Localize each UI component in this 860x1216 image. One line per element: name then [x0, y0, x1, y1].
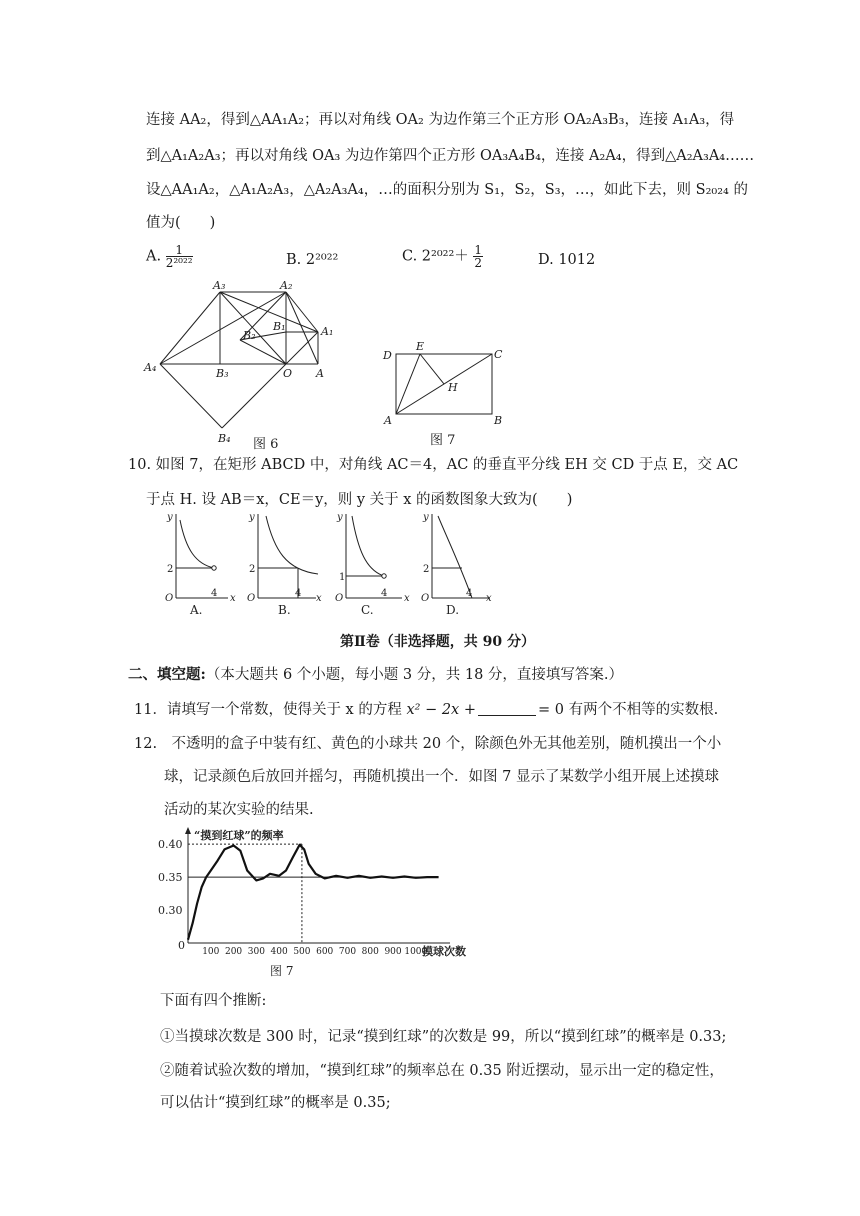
q9-option-a-numerator: 1 — [166, 244, 193, 257]
fig7-line-ae — [396, 354, 420, 414]
graph-d-y-tick: 2 — [423, 564, 430, 575]
q9-option-a-label: A. — [146, 248, 162, 265]
q9-option-a-fraction — [166, 244, 193, 269]
q9-option-c — [402, 244, 483, 269]
figure-7-rectangle — [378, 340, 508, 450]
chart-x-tick-label: 1000 — [404, 947, 428, 957]
chart-y-tick-label: 0.40 — [158, 838, 183, 852]
q9-option-c-numerator: 1 — [474, 243, 483, 257]
fig6-label: A₃ — [213, 279, 226, 292]
graph-d-x-axis: x — [486, 593, 492, 604]
fig6-label: A — [316, 367, 324, 380]
chart-y-tick-label: 0.35 — [158, 871, 183, 885]
inference-2-line-2: 可以估计“摸到红球”的概率是 0.35; — [160, 1095, 391, 1111]
graph-a-x-axis: x — [230, 593, 236, 604]
chart-x-tick-label: 300 — [247, 947, 265, 957]
graph-d-x-tick: 4 — [466, 588, 473, 599]
fig6-line — [220, 292, 318, 332]
graph-b-y-axis: y — [249, 512, 255, 523]
q10-graph-b — [247, 512, 322, 617]
chart-x-tick-label: 100 — [202, 947, 220, 957]
fig7-label: A — [384, 414, 392, 427]
fig7-line-eh — [420, 354, 444, 384]
q12-line-3: 活动的某次实验的结果. — [164, 802, 314, 818]
q12-line-2: 球，记录颜色后放回并摇匀，再随机摸出一个．如图 7 显示了某数学小组开展上述摸球 — [164, 769, 719, 785]
q9-option-a-denominator: 2²⁰²² — [165, 256, 193, 270]
chart-caption: 图 7 — [270, 964, 294, 978]
q9-line-1: 连接 AA₂，得到△AA₁A₂；再以对角线 OA₂ 为边作第三个正方形 OA₂A₃B₃，连接 A₁A₃，得 — [146, 112, 735, 128]
fig6-label: A₂ — [280, 279, 293, 292]
section-2-heading — [128, 665, 623, 685]
graph-d-label: D. — [446, 603, 460, 617]
fig6-label: A₄ — [144, 361, 157, 374]
chart-x-tick-label: 500 — [293, 947, 311, 957]
q9-option-d: D. 1012 — [538, 252, 596, 268]
q9-option-c-main: C. 2²⁰²²＋ — [402, 248, 469, 265]
graph-a-y-tick: 2 — [167, 564, 174, 575]
q9-option-c-denominator: 2 — [474, 256, 483, 270]
fig6-line — [286, 292, 318, 364]
chart-x-tick-label: 900 — [384, 947, 402, 957]
graph-c-x-axis: x — [404, 593, 410, 604]
q10-line-2: 于点 H. 设 AB＝x，CE＝y，则 y 关于 x 的函数图象大致为( ) — [146, 492, 573, 508]
q11-equation: x² − 2x + — [406, 702, 476, 718]
graph-a-y-axis: y — [167, 512, 173, 523]
graph-c-label: C. — [361, 603, 374, 617]
chart-origin: 0 — [178, 939, 185, 952]
graph-c-y-tick: 1 — [339, 572, 346, 583]
q9-option-b: B. 2²⁰²² — [286, 252, 339, 268]
q9-option-c-fraction — [473, 244, 483, 269]
q10-graph-d — [421, 512, 492, 617]
fig6-line — [160, 292, 286, 364]
chart-x-tick-label: 800 — [361, 947, 379, 957]
chart-x-tick-label: 600 — [316, 947, 334, 957]
fig6-label: O — [283, 367, 293, 380]
q9-option-a — [146, 244, 193, 269]
graph-b-y-tick: 2 — [249, 564, 256, 575]
graph-d-y-axis: y — [423, 512, 429, 523]
fig6-line — [160, 292, 220, 364]
q10-graph-a — [165, 512, 236, 617]
fig7-label: D — [383, 349, 392, 362]
q11-prefix: 11．请填写一个常数，使得关于 x 的方程 — [134, 702, 402, 718]
chart-x-tick-label: 200 — [224, 947, 243, 957]
graph-a-origin: O — [165, 593, 174, 604]
q10-graphs — [156, 510, 496, 620]
q11-answer-blank[interactable] — [478, 701, 536, 716]
chart-x-tick-label: 400 — [270, 947, 288, 957]
fig7-caption: 图 7 — [430, 433, 456, 448]
fig7-label: B — [494, 414, 503, 427]
inference-2-line-1: ②随着试验次数的增加，“摸到红球”的频率总在 0.35 附近摆动，显示出一定的稳定性， — [160, 1063, 724, 1079]
fig7-label: E — [416, 340, 425, 353]
inference-1: ①当摸球次数是 300 时，记录“摸到红球”的次数是 99，所以“摸到红球”的概率是 0.33; — [160, 1029, 727, 1045]
fig6-label: B₂ — [243, 329, 256, 342]
graph-b-x-axis: x — [316, 593, 322, 604]
fig6-label: B₃ — [216, 367, 229, 380]
fig7-label: C — [494, 348, 503, 361]
fig6-caption: 图 6 — [253, 437, 279, 452]
graph-b-x-tick: 4 — [295, 588, 302, 599]
section-2-note: （本大题共 6 个小题，每小题 3 分，共 18 分，直接填写答案.） — [205, 667, 624, 683]
chart-y-arrow — [185, 827, 191, 834]
graph-c-y-axis: y — [337, 512, 343, 523]
chart-ylabel: “摸到红球”的频率 — [194, 829, 284, 842]
q10-graph-c — [335, 512, 410, 617]
graph-a-x-tick: 4 — [211, 588, 218, 599]
q11 — [134, 700, 718, 720]
part2-title: 第Ⅱ卷（非选择题，共 90 分） — [340, 634, 536, 650]
fig7-label: H — [448, 381, 458, 394]
q9-line-4: 值为( ) — [146, 215, 216, 231]
q11-suffix: = 0 有两个不相等的实数根. — [538, 702, 719, 718]
frequency-chart — [150, 825, 490, 983]
graph-b-label: B. — [278, 603, 291, 617]
inferences-intro: 下面有四个推断: — [160, 993, 267, 1009]
graph-d-origin: O — [421, 593, 430, 604]
q10-line-1: 10. 如图 7，在矩形 ABCD 中，对角线 AC＝4，AC 的垂直平分线 EH 交 CD 于点 E，交 AC — [128, 457, 739, 473]
graph-c-origin: O — [335, 593, 344, 604]
fig6-line — [240, 340, 286, 364]
q9-line-3: 设△AA₁A₂，△A₁A₂A₃，△A₂A₃A₄，…的面积分别为 S₁，S₂，S₃，…，如此下去，则 S₂₀₂₄ 的 — [146, 182, 748, 198]
q12-line-1: 12. 不透明的盒子中装有红、黄色的小球共 20 个，除颜色外无其他差别，随机摸出一个小 — [134, 736, 722, 752]
chart-y-tick-label: 0.30 — [158, 904, 183, 918]
fig6-line — [286, 332, 318, 364]
fig6-line — [160, 364, 222, 428]
chart-xlabel: 摸球次数 — [422, 945, 466, 958]
fig6-line — [222, 364, 286, 428]
graph-a-label: A. — [190, 603, 203, 617]
chart-x-tick-label: 700 — [338, 947, 357, 957]
graph-b-origin: O — [247, 593, 256, 604]
fig6-label: A₁ — [321, 325, 334, 338]
figure-6 — [140, 278, 350, 452]
section-2-title: 二、填空题: — [128, 666, 206, 683]
chart-series-line — [188, 845, 439, 940]
graph-c-x-tick: 4 — [381, 588, 388, 599]
q9-line-2: 到△A₁A₂A₃；再以对角线 OA₃ 为边作第四个正方形 OA₃A₄B₄，连接 A₂A₄，得到△A₂A₃A₄…… — [146, 148, 755, 164]
fig6-label: B₁ — [273, 320, 286, 333]
fig6-label: B₄ — [218, 432, 231, 445]
